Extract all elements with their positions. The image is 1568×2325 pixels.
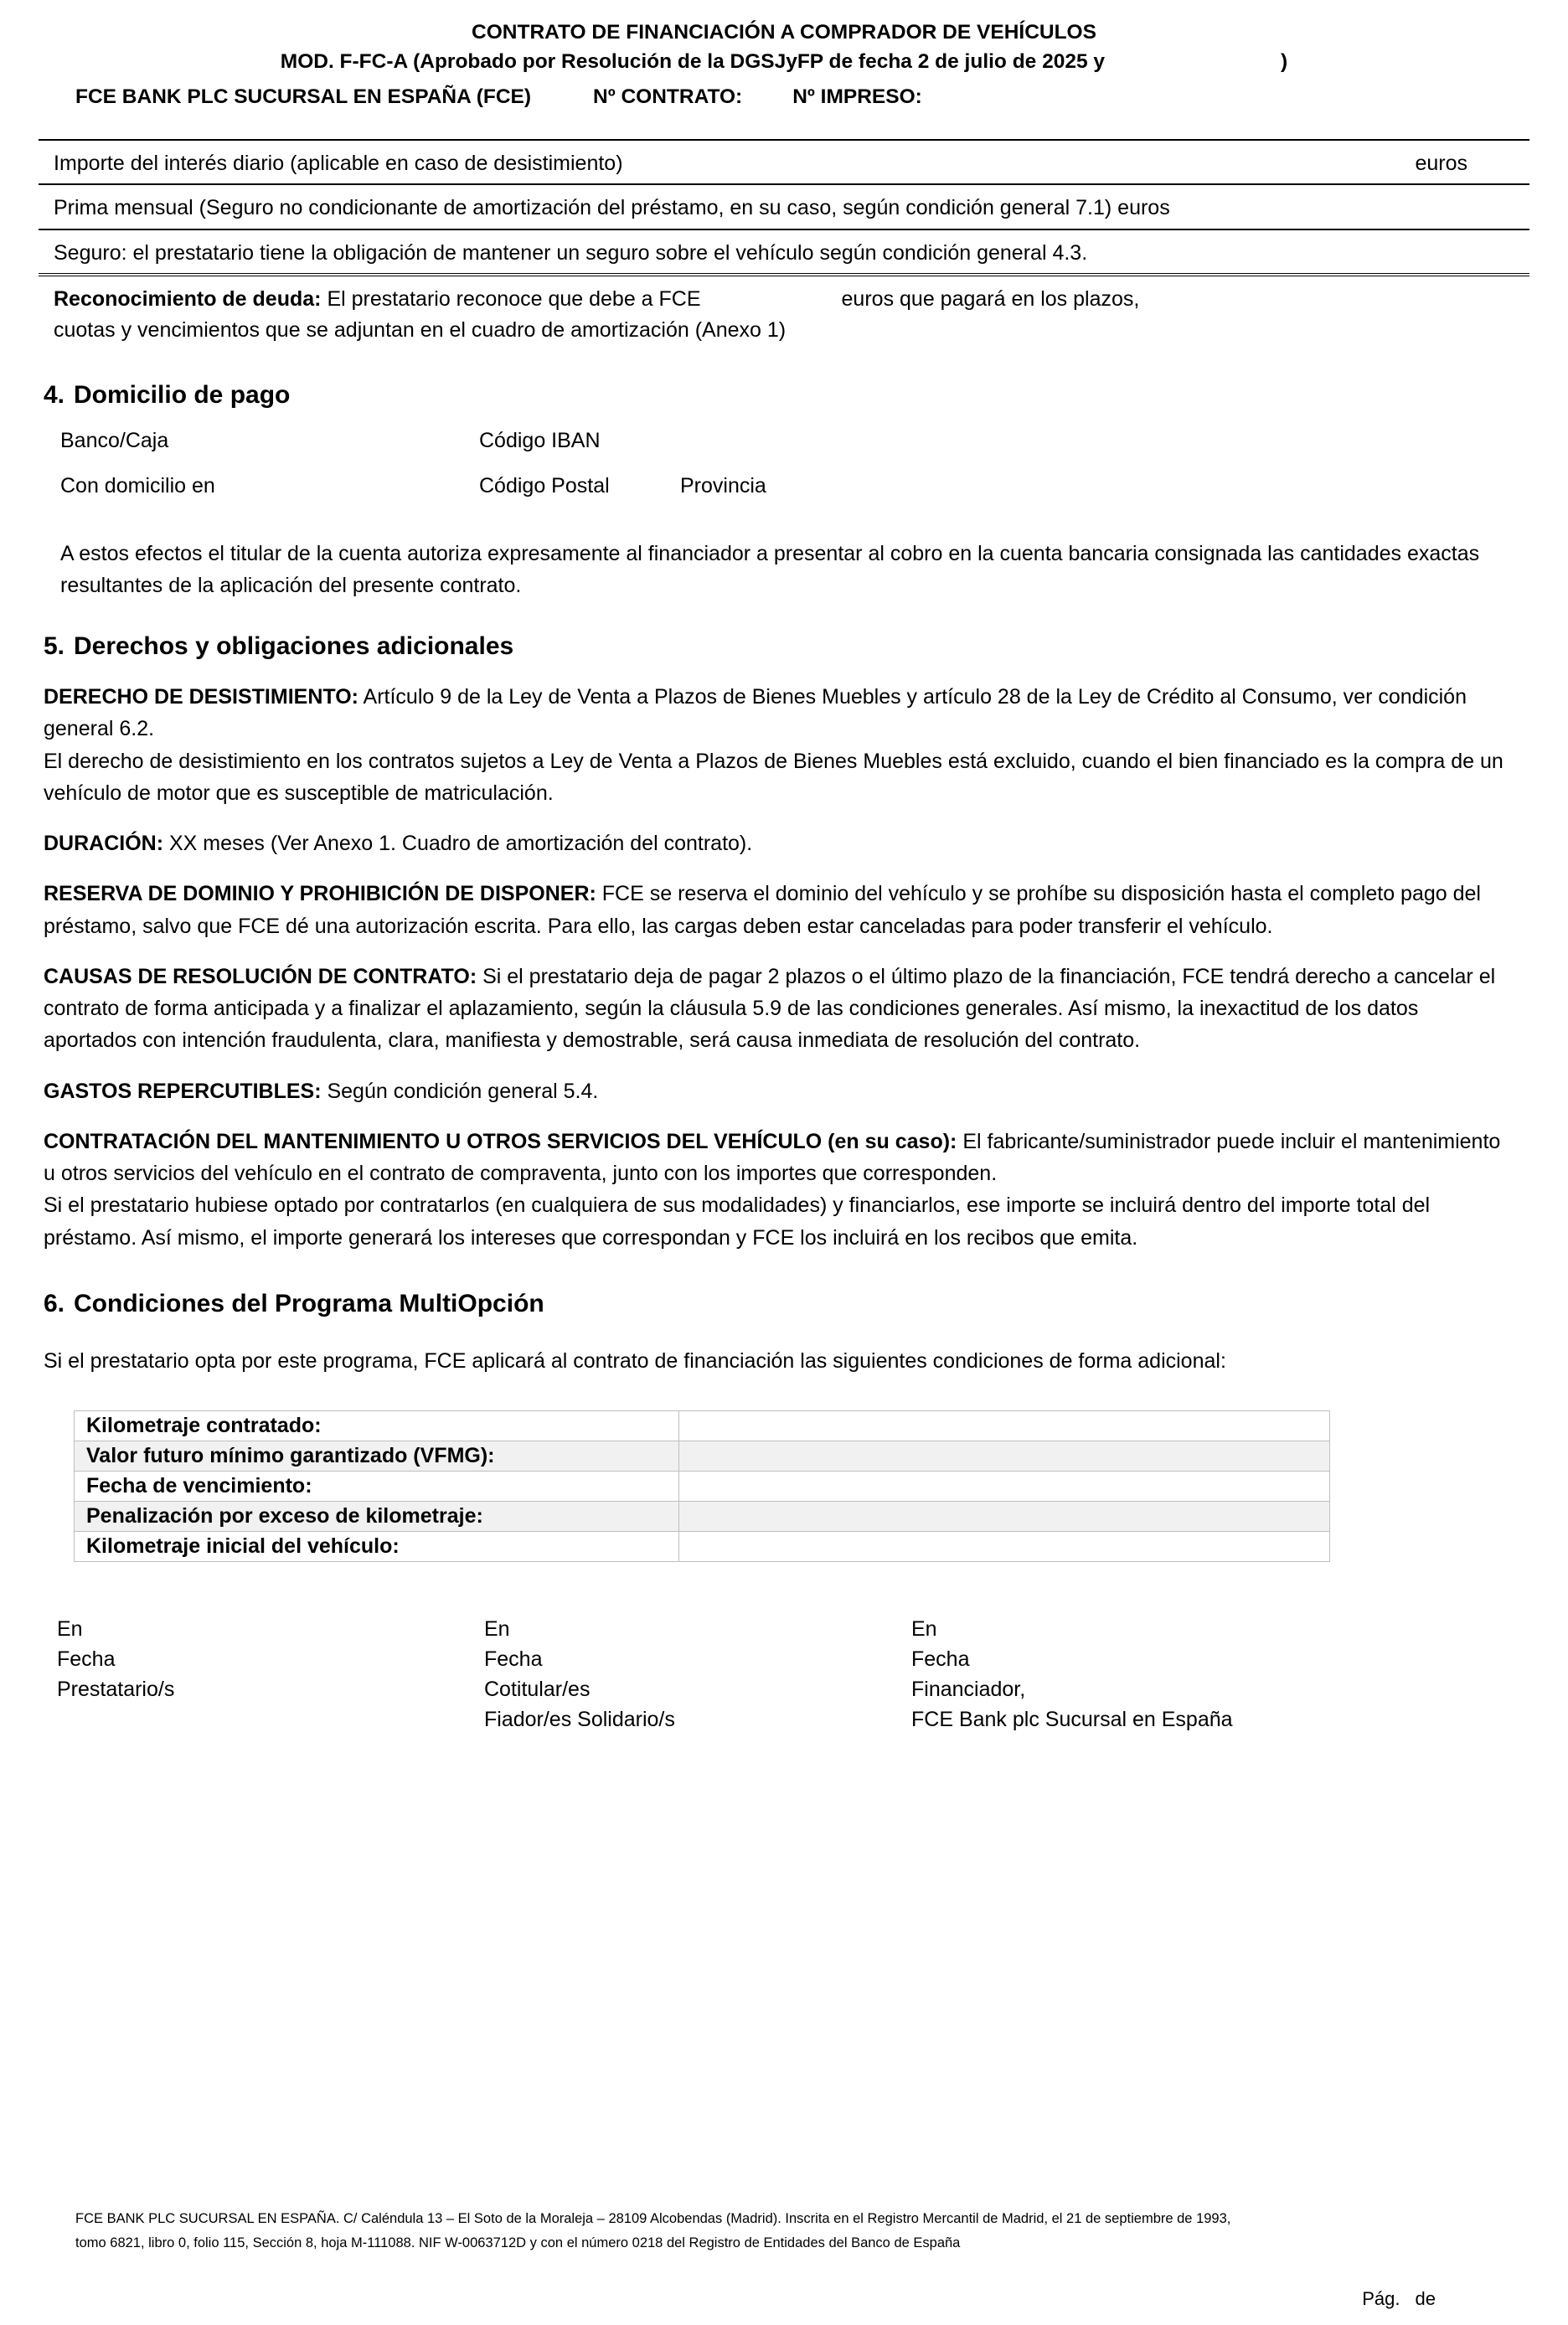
multiopcion-table [74, 1410, 1330, 1562]
address-label: Con domicilio en [60, 474, 215, 498]
section-6-title: Condiciones del Programa MultiOpción [74, 1289, 544, 1317]
section-5-title: Derechos y obligaciones adicionales [74, 632, 514, 661]
section-5-heading [0, 630, 1568, 662]
sign-place-label-2: En [484, 1617, 510, 1642]
contract-number-label: Nº CONTRATO: [593, 85, 743, 108]
header-entity-row [0, 85, 1568, 109]
clause-desistimiento [44, 681, 1511, 809]
bank-field-row [60, 425, 1511, 456]
sign-role-label-2: Cotitular/es [484, 1678, 591, 1702]
mo-value-vfmg[interactable] [679, 1441, 1330, 1472]
table-row-monthly-premium [39, 183, 1529, 229]
clause-mantenimiento-text: El fabricante/suministrador puede incluir el mantenimiento u otros servicios del vehículo en el contrato de compraventa, junto con los importes que corresponden. [44, 1129, 1501, 1186]
model-text: MOD. F-FC-A (Aprobado por Resolución de la DGSJyFP de fecha 2 de julio de 2025 y [280, 49, 1106, 73]
section-4-number: 4. [44, 381, 65, 410]
clause-duracion-text: XX meses (Ver Anexo 1. Cuadro de amortización del contrato). [163, 832, 753, 856]
table-row [75, 1532, 1330, 1562]
section-4-heading [0, 379, 1568, 411]
table-row [75, 1411, 1330, 1441]
bank-row-spare [680, 425, 931, 456]
page-number [75, 2288, 1509, 2310]
sign-date-label-3: Fecha [911, 1647, 970, 1672]
table-row [75, 1441, 1330, 1472]
signature-column-prestatario [57, 1614, 484, 1735]
clause-gastos-text: Según condición general 5.4. [321, 1079, 599, 1103]
clause-mantenimiento-text2: Si el prestatario hubiese optado por contratarlos (en cualquiera de sus modalidades) y financiarlos, ese importe se incluirá dentro del importe total del préstamo. Así mismo, el importe generará los intereses que correspondan y FCE los incluirá en los recibos que emita. [44, 1193, 1431, 1250]
sign-place-label-3: En [911, 1617, 937, 1642]
address-field-row [60, 470, 1511, 502]
debt-acknowledgement-text-b: euros que pagará en los plazos, [841, 287, 1140, 312]
clause-gastos-heading: GASTOS REPERCUTIBLES: [44, 1079, 322, 1103]
sign-extra-label-2: Fiador/es Solidario/s [484, 1708, 675, 1732]
entity-name: FCE BANK PLC SUCURSAL EN ESPAÑA (FCE) [75, 85, 532, 108]
section-4-fields [0, 425, 1568, 601]
page-prefix-label: Pág. [1362, 2288, 1400, 2309]
mo-label-penalizacion-kilometraje: Penalización por exceso de kilometraje: [75, 1502, 679, 1532]
clause-reserva-dominio-text: FCE se reserva el dominio del vehículo y se prohíbe su disposición hasta el completo pago del préstamo, salvo que FCE dé una autorización escrita. Para ello, las cargas deben estar canceladas para poder transferir el vehículo. [44, 882, 1481, 938]
sign-role-label-1: Prestatario/s [57, 1678, 175, 1702]
clause-desistimiento-text2: El derecho de desistimiento en los contratos sujetos a Ley de Venta a Plazos de Bienes Muebles está excluido, cuando el bien financiado es la compra de un vehículo de motor que es susceptible de matriculación. [44, 749, 1504, 805]
model-close-paren: ) [1281, 49, 1288, 73]
signature-column-financiador [911, 1614, 1338, 1735]
table-row-debt-acknowledgement [39, 273, 1529, 350]
signature-block [0, 1614, 1568, 1735]
clause-causas-resolucion-heading: CAUSAS DE RESOLUCIÓN DE CONTRATO: [44, 964, 477, 988]
section-4-note: A estos efectos el titular de la cuenta autoriza expresamente al financiador a presentar al cobro en la cuenta bancaria consignada las cantidades exactas resultantes de la aplicación del presente contrato. [60, 541, 1480, 597]
clause-reserva-dominio [44, 878, 1511, 942]
mo-value-kilometraje-contratado[interactable] [679, 1411, 1330, 1441]
sign-place-label-1: En [57, 1617, 83, 1642]
page-footer [0, 2207, 1568, 2325]
form-number-label: Nº IMPRESO: [792, 85, 922, 108]
clause-gastos [44, 1075, 1511, 1107]
clause-mantenimiento [44, 1126, 1511, 1254]
insurance-label: Seguro: el prestatario tiene la obligación de mantener un seguro sobre el vehículo según condición general 4.3. [54, 240, 1088, 265]
clause-duracion-heading: DURACIÓN: [44, 832, 164, 856]
mo-value-kilometraje-inicial[interactable] [679, 1532, 1330, 1562]
sign-date-label-1: Fecha [57, 1647, 116, 1672]
clause-desistimiento-heading: DERECHO DE DESISTIMIENTO: [44, 685, 358, 709]
sign-extra-label-3: FCE Bank plc Sucursal en España [911, 1708, 1233, 1732]
section-4-title: Domicilio de pago [74, 381, 291, 410]
monthly-premium-label: Prima mensual (Seguro no condicionante de amortización del préstamo, en su caso, según condición general 7.1) euros [54, 196, 1170, 220]
section-5-body [0, 681, 1568, 1254]
table-row-insurance [39, 229, 1529, 274]
table-row-daily-interest [39, 139, 1529, 184]
section-6-heading [0, 1287, 1568, 1320]
debt-acknowledgement-text-a: El prestatario reconoce que debe a FCE [327, 287, 701, 312]
signature-column-cotitular [484, 1614, 911, 1735]
table-row [75, 1502, 1330, 1532]
page-separator-label: de [1415, 2288, 1436, 2309]
clause-reserva-dominio-heading: RESERVA DE DOMINIO Y PROHIBICIÓN DE DISPONER: [44, 882, 596, 906]
mo-label-fecha-vencimiento: Fecha de vencimiento: [75, 1472, 679, 1502]
sign-role-label-3: Financiador, [911, 1678, 1026, 1702]
mo-value-penalizacion-kilometraje[interactable] [679, 1502, 1330, 1532]
mo-label-vfmg: Valor futuro mínimo garantizado (VFMG): [75, 1441, 679, 1472]
bank-name-label: Banco/Caja [60, 429, 169, 453]
section-5-number: 5. [44, 632, 65, 661]
clause-causas-resolucion-text: Si el prestatario deja de pagar 2 plazos o el último plazo de la financiación, FCE tendrá derecho a cancelar el contrato de forma anticipada y a finalizar el aplazamiento, según la cláusula 5.9 de las condiciones generales. Así mismo, la inexactitud de los datos aportados con intención fraudulenta, clara, manifiesta y demostrable, será causa inmediata de resolución del contrato. [44, 964, 1496, 1053]
sign-date-label-2: Fecha [484, 1647, 543, 1672]
document-title: CONTRATO DE FINANCIACIÓN A COMPRADOR DE VEHÍCULOS [472, 21, 1096, 44]
document-header [0, 0, 1568, 77]
section-6-number: 6. [44, 1289, 65, 1317]
section-6-intro: Si el prestatario opta por este programa, FCE aplicará al contrato de financiación las siguientes condiciones de forma adicional: [44, 1348, 1226, 1373]
mo-value-fecha-vencimiento[interactable] [679, 1472, 1330, 1502]
top-terms-table [39, 139, 1529, 351]
clause-desistimiento-text: Artículo 9 de la Ley de Venta a Plazos de Bienes Muebles y artículo 28 de la Ley de Crédito al Consumo, ver condición general 6.2. [44, 685, 1467, 741]
daily-interest-unit: euros [1415, 151, 1467, 175]
clause-causas-resolucion [44, 961, 1511, 1057]
footer-legal-text [75, 2207, 1509, 2255]
debt-acknowledgement-text-c: cuotas y vencimientos que se adjuntan en el cuadro de amortización (Anexo 1) [54, 317, 787, 342]
daily-interest-label: Importe del interés diario (aplicable en caso de desistimiento) [54, 151, 623, 175]
mo-label-kilometraje-inicial: Kilometraje inicial del vehículo: [75, 1532, 679, 1562]
multiopcion-table-wrap [0, 1410, 1568, 1562]
province-label: Provincia [680, 474, 766, 498]
clause-mantenimiento-heading: CONTRATACIÓN DEL MANTENIMIENTO U OTROS SERVICIOS DEL VEHÍCULO (en su caso): [44, 1129, 957, 1153]
postal-code-label: Código Postal [479, 474, 610, 498]
iban-label: Código IBAN [479, 429, 601, 453]
footer-legal-line-1: FCE BANK PLC SUCURSAL EN ESPAÑA. C/ Caléndula 13 – El Soto de la Moraleja – 28109 Alcobendas (Madrid). Inscrita en el Registro Mercantil de Madrid, el 21 de septiembre de 1993, [75, 2211, 1231, 2227]
clause-duracion [44, 827, 1511, 859]
table-row [75, 1472, 1330, 1502]
footer-legal-line-2: tomo 6821, libro 0, folio 115, Sección 8, hoja M-111088. NIF W-0063712D y con el número 0218 del Registro de Entidades del Banco de España [75, 2235, 961, 2250]
mo-label-kilometraje-contratado: Kilometraje contratado: [75, 1411, 679, 1441]
document-model-line [0, 48, 1568, 77]
debt-acknowledgement-heading: Reconocimiento de deuda: [54, 287, 322, 312]
